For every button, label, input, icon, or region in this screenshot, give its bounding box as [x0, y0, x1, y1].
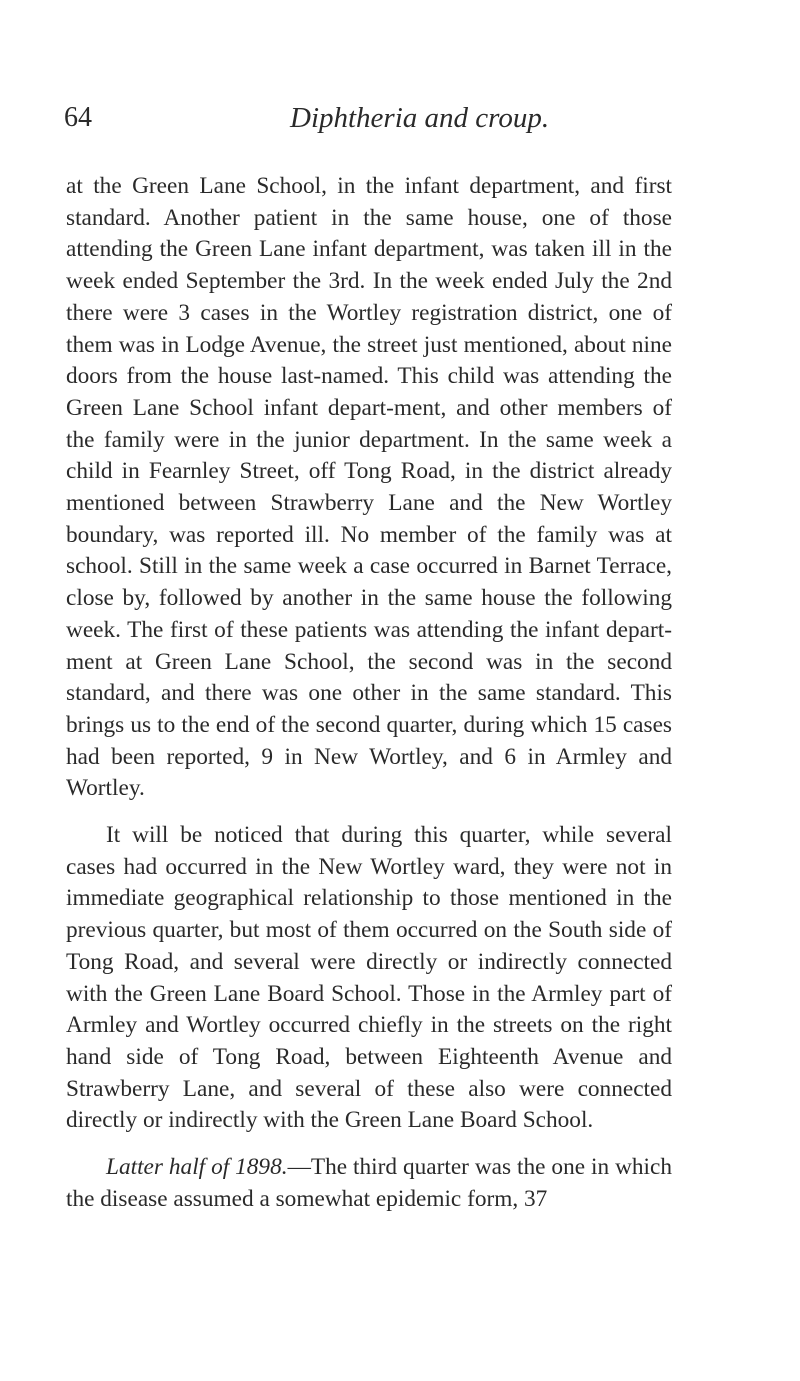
section-heading-latter-half: Latter half of 1898.: [106, 1154, 288, 1181]
running-head: [64, 98, 680, 138]
paragraph-quarter-summary: It will be noticed that during this quarter, while several cases had occurred in the New Wortley ward, they were not in immediate geographical relationship to those mentioned in the previous quarter, but most of them occurred on the South side of Tong Road, and several were directly or indirectly connected with the Green Lane Board School. Those in the Armley part of Armley and Wortley occurred chiefly in the streets on the right hand side of Tong Road, between Eighteenth Avenue and Strawberry Lane, and several of these also were connected directly or indirectly with the Green Lane Board School.: [66, 822, 672, 1134]
paragraph-continued: at the Green Lane School, in the infant department, and first standard. Another patient in the same house, one of those attending the Green Lane infant department, was taken ill in the week ended September the 3rd. In the week ended July the 2nd there were 3 cases in the Wortley registration district, one of them was in Lodge Avenue, the street just mentioned, about nine doors from the house last-named. This child was attending the Green Lane School infant depart-ment, and other members of the family were in the junior department. In the same week a child in Fearnley Street, off Tong Road, in the district already mentioned between Strawberry Lane and the New Wortley boundary, was reported ill. No member of the family was at school. Still in the same week a case occurred in Barnet Terrace, close by, followed by another in the same house the following week. The first of these patients was attending the infant depart-ment at Green Lane School, the second was in the second standard, and there was one other in the same standard. This brings us to the end of the second quarter, during which 15 cases had been reported, 9 in New Wortley, and 6 in Armley and Wortley.: [66, 173, 672, 802]
paragraph-latter-half: [66, 1152, 672, 1215]
running-title: Diphtheria and croup.: [290, 102, 550, 134]
body-text: [66, 171, 672, 1216]
page-number: 64: [64, 102, 92, 133]
paragraph-latter-half-text: —The third quarter was the one in which the disease assumed a somewhat epidemic form, 37: [66, 1154, 672, 1212]
